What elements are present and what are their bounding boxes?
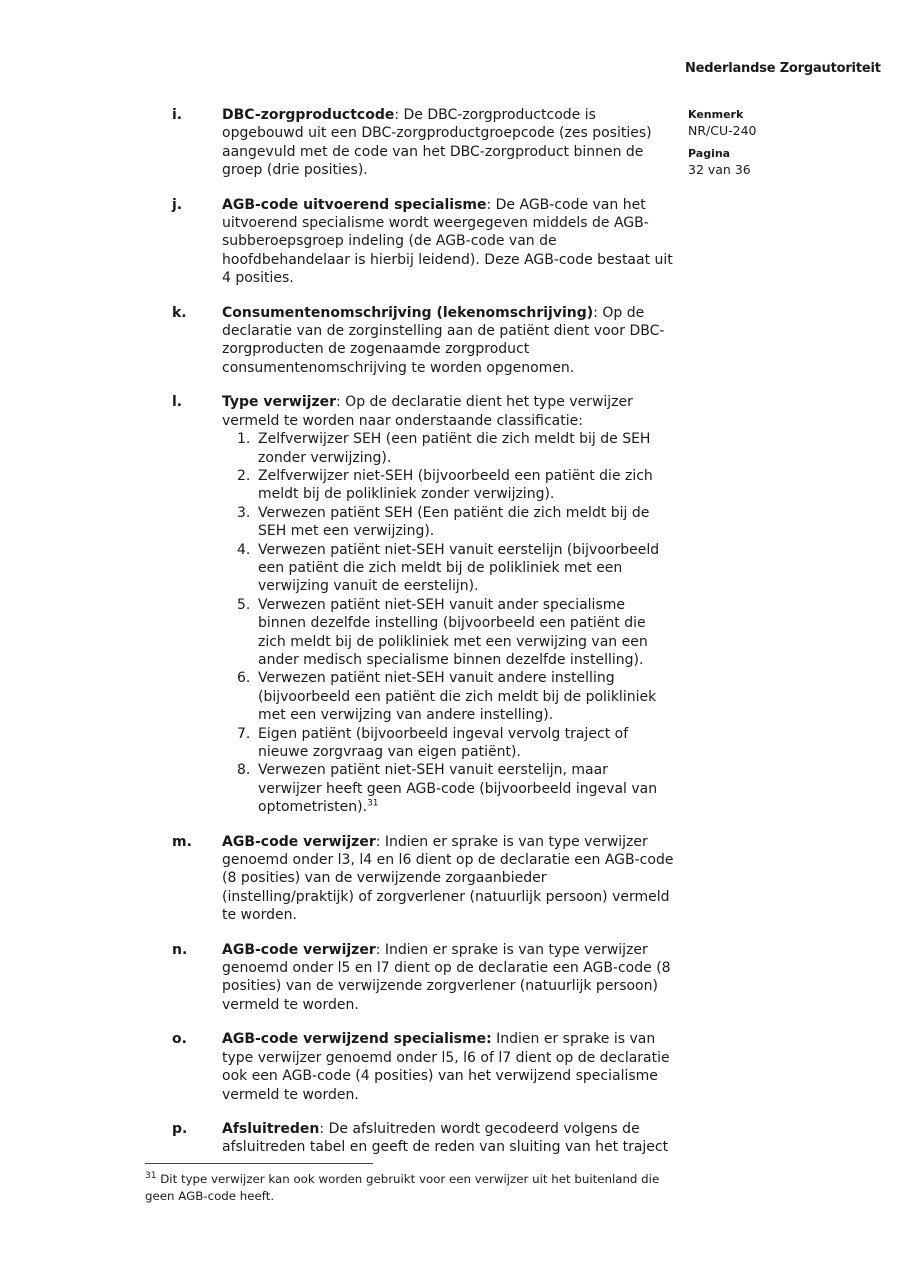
type-verwijzer-sublist: [237, 430, 674, 817]
sublist-item-8: [237, 761, 674, 816]
list-item-m: [172, 833, 674, 925]
item-letter: i.: [172, 107, 183, 123]
item-paragraph: [222, 1030, 674, 1104]
item-paragraph: [222, 196, 674, 288]
sublist-item-7: [237, 725, 674, 762]
footnote-reference: 31: [367, 798, 379, 809]
item-letter: n.: [172, 941, 188, 958]
sublist-item-1: [237, 430, 674, 467]
pagina-value: 32 van 36: [688, 162, 751, 177]
item-paragraph: [222, 1120, 674, 1157]
item-letter: o.: [172, 1031, 187, 1048]
sublist-item-5: [237, 596, 674, 670]
footnote-body: Dit type verwijzer kan ook worden gebruikt voor een verwijzer uit het buitenland die geen AGB-code heeft.: [145, 1172, 660, 1203]
subitem-number: 4.: [237, 541, 251, 558]
list-item-o: [172, 1030, 674, 1104]
item-term: Afsluitreden: [222, 1120, 320, 1137]
item-paragraph: [222, 941, 674, 1015]
item-body: [222, 393, 674, 816]
document-meta: [688, 108, 868, 186]
kenmerk-value: NR/CU-240: [688, 123, 757, 138]
item-body: [222, 1120, 674, 1157]
item-body: [222, 106, 674, 180]
sublist-item-2: [237, 467, 674, 504]
item-body: [222, 1030, 674, 1104]
item-term: Consumentenomschrijving (lekenomschrijving): [222, 304, 594, 321]
subitem-text: Verwezen patiënt SEH (Een patiënt die zich meldt bij de SEH met een verwijzing).: [258, 504, 650, 540]
subitem-number: 3.: [237, 504, 251, 521]
list-item-i: [172, 106, 674, 180]
subitem-number: 6.: [237, 670, 251, 687]
item-term: DBC-zorgproductcode: [222, 107, 395, 123]
list-item-l: [172, 393, 674, 816]
item-paragraph: [222, 393, 674, 430]
item-letter: k.: [172, 304, 187, 321]
subitem-text: Zelfverwijzer SEH (een patiënt die zich meldt bij de SEH zonder verwijzing).: [258, 431, 651, 466]
item-term: Type verwijzer: [222, 394, 337, 411]
sublist-item-3: [237, 504, 674, 541]
item-paragraph: [222, 106, 674, 180]
subitem-number: 5.: [237, 596, 251, 613]
item-text: : De AGB-code van het uitvoerend specialisme wordt weergegeven middels de AGB-subberoepsgroep indeling (de AGB-code van de hoofdbehandelaar is hierbij leidend). Deze AGB-code bestaat uit 4 posities.: [222, 196, 673, 287]
item-letter: p.: [172, 1120, 188, 1137]
item-letter: l.: [172, 394, 183, 411]
footnote: [145, 1163, 677, 1204]
kenmerk-label: Kenmerk: [688, 108, 744, 121]
item-body: [222, 196, 674, 288]
subitem-number: 8.: [237, 762, 251, 779]
subitem-text: Zelfverwijzer niet-SEH (bijvoorbeeld een patiënt die zich meldt bij de polikliniek zonder verwijzing).: [258, 467, 653, 503]
item-term: AGB-code verwijzend specialisme:: [222, 1031, 492, 1048]
sublist-item-6: [237, 669, 674, 724]
footnote-text: [145, 1171, 677, 1204]
subitem-text: Verwezen patiënt niet-SEH vanuit ander specialisme binnen dezelfde instelling (bijvoorbeeld een patiënt die zich meldt bij de polikliniek met een verwijzing van een ander medisch specialisme binnen dezelfde instelling).: [258, 596, 648, 668]
organization-name: Nederlandse Zorgautoriteit: [685, 61, 881, 76]
subitem-number: 1.: [237, 431, 251, 448]
item-text: : Op de declaratie van de zorginstelling aan de patiënt dient voor DBC-zorgproducten de zogenaamde zorgproduct consumentenomschrijving te worden opgenomen.: [222, 304, 665, 376]
item-text: : Op de declaratie dient het type verwijzer vermeld te worden naar onderstaande classificatie:: [222, 394, 633, 429]
item-text: : De afsluitreden wordt gecodeerd volgens de afsluitreden tabel en geeft de reden van sluiting van het traject: [222, 1120, 669, 1156]
item-letter: m.: [172, 833, 192, 850]
list-item-n: [172, 941, 674, 1015]
sublist-item-4: [237, 541, 674, 596]
subitem-text: Verwezen patiënt niet-SEH vanuit eerstelijn (bijvoorbeeld een patiënt die zich meldt bij de polikliniek met een verwijzing vanuit de eerstelijn).: [258, 541, 660, 595]
item-text: : Indien er sprake is van type verwijzer genoemd onder l5 en l7 dient op de declaratie een AGB-code (8 posities) van de verwijzende zorgverlener (natuurlijk persoon) vermeld te worden.: [222, 941, 671, 1013]
subitem-number: 7.: [237, 725, 251, 742]
footnote-marker: 31: [145, 1171, 157, 1182]
subitem-text: Eigen patiënt (bijvoorbeeld ingeval vervolg traject of nieuwe zorgvraag van eigen patiënt).: [258, 725, 629, 760]
subitem-text: [258, 761, 674, 816]
footnote-divider: [145, 1163, 373, 1164]
item-letter: j.: [172, 196, 183, 213]
list-item-k: [172, 304, 674, 378]
item-body: [222, 833, 674, 925]
item-text: Indien er sprake is van type verwijzer genoemd onder l5, l6 of l7 dient op de declaratie ook een AGB-code (4 posities) van het verwijzend specialisme vermeld te worden.: [222, 1031, 670, 1103]
item-text: : De DBC-zorgproductcode is opgebouwd uit een DBC-zorgproductgroepcode (zes posities) aangevuld met de code van het DBC-zorgproduct binnen de groep (drie posities).: [222, 107, 652, 179]
item-term: AGB-code uitvoerend specialisme: [222, 196, 487, 213]
subitem-text: Verwezen patiënt niet-SEH vanuit andere instelling (bijvoorbeeld een patiënt die zich meldt bij de polikliniek met een verwijzing van andere instelling).: [258, 670, 657, 724]
list-item-j: [172, 196, 674, 288]
item-term: AGB-code verwijzer: [222, 833, 376, 850]
pagina-label: Pagina: [688, 147, 731, 160]
subitem-number: 2.: [237, 467, 251, 484]
item-term: AGB-code verwijzer: [222, 941, 376, 958]
item-paragraph: [222, 304, 674, 378]
item-text: : Indien er sprake is van type verwijzer genoemd onder l3, l4 en l6 dient op de declaratie een AGB-code (8 posities) van de verwijzende zorgaanbieder (instelling/praktijk) of zorgverlener (natuurlijk persoon) vermeld te worden.: [222, 833, 674, 924]
subitem-text-body: Verwezen patiënt niet-SEH vanuit eerstelijn, maar verwijzer heeft geen AGB-code (bijvoorbeeld ingeval van optometristen).: [258, 762, 658, 816]
item-body: [222, 941, 674, 1015]
item-paragraph: [222, 833, 674, 925]
document-body: [172, 106, 674, 1173]
item-body: [222, 304, 674, 378]
list-item-p: [172, 1120, 674, 1157]
